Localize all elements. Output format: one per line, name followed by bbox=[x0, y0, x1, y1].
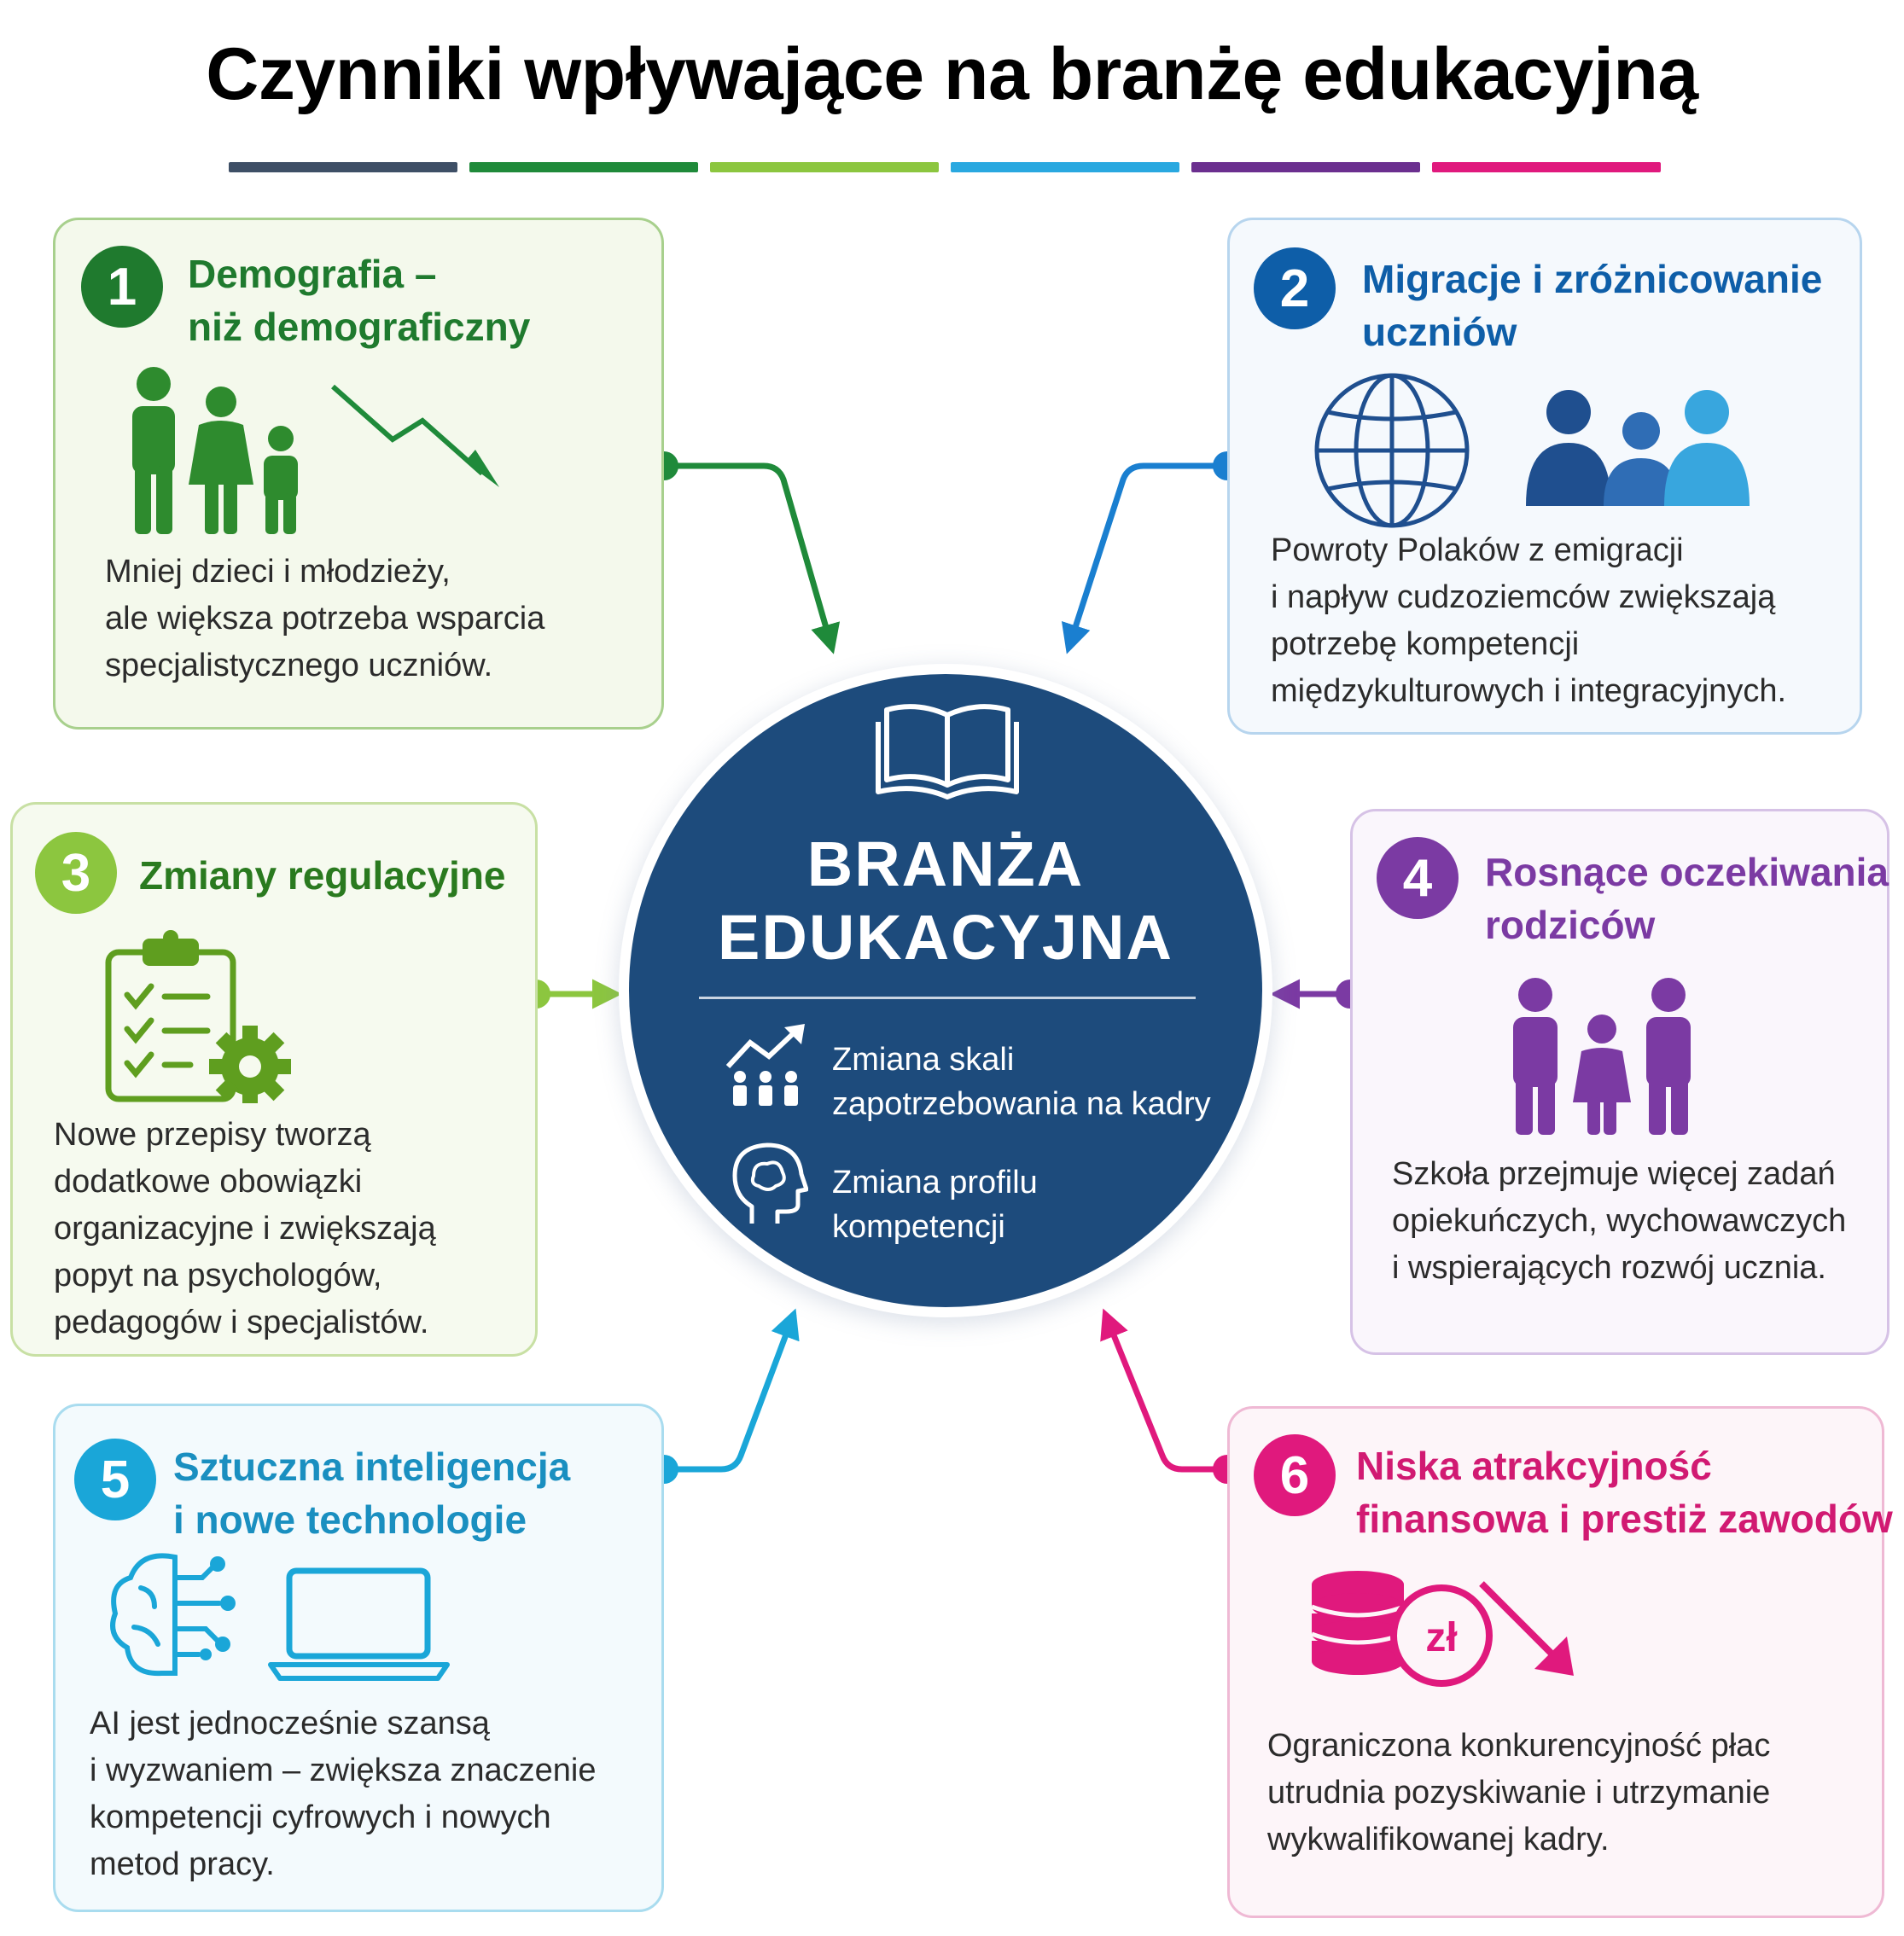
laptop-icon bbox=[267, 1564, 451, 1683]
factor-body-4: Szkoła przejmuje więcej zadań opiekuńczych, wychowawczych i wspierających rozwój ucznia. bbox=[1392, 1156, 1847, 1286]
factor-card-5 bbox=[53, 1404, 664, 1912]
factor-number-4: 4 bbox=[1377, 837, 1459, 919]
growth-chart-people-icon bbox=[725, 1024, 810, 1109]
factor-card-1 bbox=[53, 218, 664, 730]
factor-title-2: Migracje i zróżnicowanie uczniów bbox=[1362, 257, 1823, 354]
page-title: Czynniki wpływające na branżę edukacyjną bbox=[206, 33, 1698, 115]
head-brain-icon bbox=[730, 1142, 808, 1227]
open-book-icon bbox=[875, 700, 1020, 800]
factor-card-3 bbox=[10, 802, 538, 1357]
factor-body-5: AI jest jednocześnie szansą i wyzwaniem – zwiększa znaczenie kompetencji cyfrowych i nowych metod pracy. bbox=[90, 1706, 597, 1882]
factor-title-5: Sztuczna inteligencja i nowe technologie bbox=[173, 1445, 571, 1542]
factor-card-2 bbox=[1227, 218, 1862, 735]
factor-number-6: 6 bbox=[1254, 1434, 1336, 1516]
connector-1 bbox=[649, 451, 832, 648]
factor-title-4: Rosnące oczekiwania rodziców bbox=[1485, 850, 1889, 947]
hub-item-1: Zmiana skali zapotrzebowania na kadry bbox=[832, 1042, 1211, 1122]
factor-number-1: 1 bbox=[81, 246, 163, 328]
center-hub bbox=[629, 674, 1262, 1307]
factor-number-3: 3 bbox=[35, 832, 117, 914]
factor-card-4 bbox=[1350, 809, 1889, 1355]
hub-title-line2: EDUKACYJNA bbox=[718, 902, 1173, 973]
factor-title-1: Demografia – niż demograficzny bbox=[188, 252, 531, 349]
down-arrow-icon bbox=[1473, 1575, 1584, 1686]
ai-brain-circuit-icon bbox=[107, 1547, 252, 1683]
factor-body-6: Ograniczona konkurencyjność płac utrudnia pozyskiwanie i utrzymanie wykwalifikowanej kadry. bbox=[1267, 1728, 1771, 1858]
factor-title-3: Zmiany regulacyjne bbox=[139, 853, 506, 898]
globe-icon bbox=[1311, 369, 1473, 532]
people-group-icon bbox=[1524, 387, 1755, 506]
connector-6 bbox=[1105, 1314, 1242, 1484]
factor-number-5: 5 bbox=[74, 1439, 156, 1520]
hub-divider bbox=[699, 997, 1196, 999]
trend-down-arrow-icon bbox=[329, 378, 508, 497]
factor-body-2: Powroty Polaków z emigracji i napływ cudzoziemców zwiększają potrzebę kompetencji międzykulturowych i integracyjnych. bbox=[1271, 532, 1787, 709]
connector-5 bbox=[649, 1314, 794, 1484]
hub-item-2: Zmiana profilu kompetencji bbox=[832, 1165, 1038, 1245]
clipboard-checklist-gear-icon bbox=[98, 928, 294, 1103]
hub-title-line1: BRANŻA bbox=[806, 828, 1085, 899]
factor-body-3: Nowe przepisy tworzą dodatkowe obowiązki organizacyjne i zwiększają popyt na psychologów, pedagogów i specjalistów. bbox=[54, 1117, 436, 1340]
connector-2 bbox=[1068, 451, 1242, 648]
family-icon bbox=[117, 365, 313, 536]
factor-card-6 bbox=[1227, 1406, 1893, 1918]
parents-child-icon bbox=[1499, 978, 1704, 1136]
zloty-label: zł bbox=[1425, 1615, 1458, 1660]
factor-body-1: Mniej dzieci i młodzieży, ale większa potrzeba wsparcia specjalistycznego uczniów. bbox=[105, 554, 545, 683]
factor-title-6: Niska atrakcyjność finansowa i prestiż zawodów bbox=[1356, 1444, 1893, 1541]
factor-number-2: 2 bbox=[1254, 247, 1336, 329]
coins-zloty-icon bbox=[1307, 1569, 1494, 1689]
